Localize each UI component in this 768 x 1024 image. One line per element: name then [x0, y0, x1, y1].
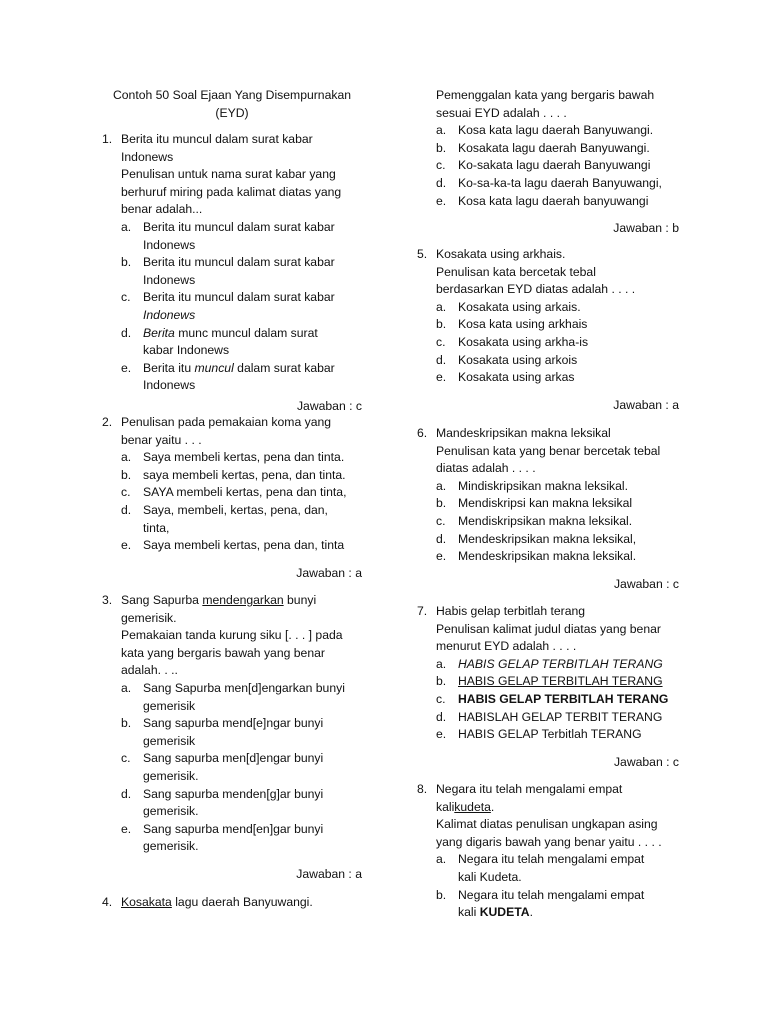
option-letter: b.: [436, 674, 447, 689]
stem-line: Negara itu telah mengalami empat: [436, 782, 623, 796]
question-2: [102, 414, 372, 582]
option-text: kali Kudeta.: [458, 869, 522, 884]
option-text: .: [529, 905, 533, 920]
instruction-line: berhuruf miring pada kalimat diatas yang: [121, 184, 342, 199]
option-text: dalam surat kabar: [233, 360, 335, 375]
stem-line: benar yaitu . . .: [121, 432, 202, 447]
question-number: 4.: [102, 895, 113, 909]
option-text: Sang Sapurba men[d]engarkan bunyi: [143, 680, 345, 695]
option-d: [102, 325, 372, 360]
option-letter: c.: [121, 485, 131, 500]
option-letter: a.: [436, 123, 447, 138]
option-b: [102, 467, 372, 485]
option-letter: e.: [436, 549, 447, 564]
option-e: [102, 821, 372, 856]
stem-text: .: [490, 799, 495, 814]
option-text: Mendiskripsi kan makna leksikal: [458, 496, 633, 511]
question-stem: [417, 603, 679, 656]
question-number: 6.: [417, 426, 428, 440]
option-letter: e.: [121, 360, 132, 375]
question-1: [102, 131, 372, 416]
answer-key: Jawaban : b: [613, 221, 679, 236]
option-d: [417, 352, 679, 370]
option-letter: b.: [436, 887, 447, 902]
option-letter: d.: [436, 709, 447, 724]
option-b: [417, 495, 679, 513]
option-letter: a.: [436, 299, 447, 314]
underlined-word: Kosakata: [121, 895, 172, 909]
option-d: [417, 709, 679, 727]
instruction-line: Penulisan kata yang benar bercetak tebal: [436, 443, 661, 458]
option-e: [417, 548, 679, 566]
option-text: tinta,: [143, 520, 170, 535]
option-text: gemerisik: [143, 698, 196, 713]
option-a: [417, 851, 679, 886]
instruction-line: Penulisan kata bercetak tebal: [436, 264, 596, 279]
option-text: Indonews: [143, 237, 196, 252]
option-c: [417, 157, 679, 175]
option-e: [102, 537, 372, 555]
option-c: [102, 289, 372, 324]
option-c: [102, 484, 372, 502]
option-text: kali: [458, 905, 480, 920]
option-text: kabar Indonews: [143, 343, 230, 358]
option-text: Berita itu: [143, 360, 195, 375]
option-b: [417, 887, 679, 922]
option-text: Indonews: [143, 378, 196, 393]
instruction-line: yang digaris bawah yang benar yaitu . . . .: [436, 834, 662, 849]
option-c: [417, 334, 679, 352]
option-text: Kosakata using arkas: [458, 370, 575, 385]
option-b: [417, 316, 679, 334]
option-b: [102, 254, 372, 289]
question-number: 8.: [417, 782, 428, 796]
instruction-line: menurut EYD adalah . . . .: [436, 639, 577, 654]
instruction-line: sesuai EYD adalah . . . .: [436, 105, 567, 120]
option-letter: c.: [436, 158, 446, 173]
answer-key: Jawaban : a: [613, 397, 679, 412]
option-e: [417, 726, 679, 744]
option-letter: b.: [436, 140, 447, 155]
option-text: Sang sapurba mend[e]ngar bunyi: [143, 716, 324, 731]
option-letter: b.: [121, 255, 132, 270]
option-text: Sang sapurba menden[g]ar bunyi: [143, 786, 324, 801]
option-text-bold: KUDETA: [479, 905, 530, 920]
stem-line: gemerisik.: [121, 610, 177, 625]
stem-line: Mandeskripsikan makna leksikal: [436, 426, 611, 440]
option-letter: d.: [121, 786, 132, 801]
question-stem: [102, 414, 372, 449]
option-text: Ko-sa-ka-ta lagu daerah Banyuwangi,: [458, 175, 662, 190]
option-text: Kosakata using arkais.: [458, 299, 581, 314]
option-d: [102, 786, 372, 821]
option-letter: a.: [121, 219, 132, 234]
option-a: [102, 680, 372, 715]
option-text-underlined: HABIS GELAP TERBITLAH TERANG: [458, 674, 663, 689]
stem-line: Indonews: [121, 149, 174, 164]
option-text-italic: Berita: [143, 325, 175, 340]
option-letter: a.: [121, 450, 132, 465]
option-text: Berita itu muncul dalam surat kabar: [143, 290, 335, 305]
option-text: Kosakata using arkha-is: [458, 334, 589, 349]
document-title: [102, 87, 362, 122]
option-text: gemerisik: [143, 733, 196, 748]
option-text-italic: Indonews: [143, 307, 196, 322]
stem-line: Kosakata using arkhais.: [436, 247, 566, 261]
question-number: 2.: [102, 415, 113, 429]
option-letter: e.: [436, 727, 447, 742]
option-letter: b.: [121, 467, 132, 482]
question-number: 3.: [102, 593, 113, 607]
option-text: Negara itu telah mengalami empat: [458, 852, 645, 867]
option-text-italic: HABIS GELAP TERBITLAH TERANG: [458, 656, 663, 671]
option-text: HABIS GELAP: [458, 727, 542, 742]
option-letter: c.: [436, 334, 446, 349]
option-text: Mendiskripsikan makna leksikal.: [458, 513, 633, 528]
option-c: [102, 750, 372, 785]
stem-line: Habis gelap terbitlah terang: [436, 604, 586, 618]
option-letter: d.: [436, 531, 447, 546]
underlined-word: mendengarkan: [202, 593, 284, 607]
option-letter: c.: [121, 751, 131, 766]
option-e: [417, 369, 679, 387]
option-text-bold: HABIS GELAP TERBITLAH TERANG: [458, 691, 669, 706]
option-letter: d.: [121, 502, 132, 517]
question-7: [417, 603, 679, 771]
option-a: [417, 122, 679, 140]
option-letter: d.: [121, 325, 132, 340]
question-stem: [102, 131, 372, 219]
option-text: munc muncul dalam surat: [174, 325, 318, 340]
option-text-italic: muncul: [194, 360, 234, 375]
option-letter: c.: [436, 691, 446, 706]
option-b: [417, 673, 679, 691]
question-4-body: [417, 87, 679, 238]
question-stem: [102, 592, 372, 680]
option-a: [417, 656, 679, 674]
instruction-line: benar adalah...: [121, 202, 203, 217]
option-text: Indonews: [143, 272, 196, 287]
question-number: 7.: [417, 604, 428, 618]
option-b: [417, 140, 679, 158]
option-text: Sang sapurba men[d]engar bunyi: [143, 751, 324, 766]
question-number: 5.: [417, 247, 428, 261]
option-text: TERANG: [587, 727, 642, 742]
stem-line: Berita itu muncul dalam surat kabar: [121, 132, 313, 146]
option-text: Negara itu telah mengalami empat: [458, 887, 645, 902]
question-stem: [417, 246, 679, 299]
option-letter: c.: [121, 290, 131, 305]
option-d: [102, 502, 372, 537]
option-a: [102, 219, 372, 254]
option-a: [417, 478, 679, 496]
option-text: gemerisik.: [143, 839, 199, 854]
option-letter: e.: [121, 821, 132, 836]
option-letter: a.: [436, 656, 447, 671]
answer-key: Jawaban : a: [296, 565, 362, 580]
option-text: Saya membeli kertas, pena dan, tinta: [143, 538, 345, 553]
stem-text: Sang Sapurba: [121, 593, 203, 607]
instruction-line: diatas adalah . . . .: [436, 461, 536, 476]
title-line-1: Contoh 50 Soal Ejaan Yang Disempurnakan: [112, 88, 352, 102]
option-letter: b.: [121, 716, 132, 731]
question-4-stem: [102, 894, 372, 912]
option-letter: b.: [436, 317, 447, 332]
question-stem: [102, 894, 372, 912]
question-8: [417, 781, 679, 922]
option-text: Kosakata using arkois: [458, 352, 578, 367]
option-c: [417, 513, 679, 531]
option-text: Kosakata lagu daerah Banyuwangi.: [458, 140, 650, 155]
instruction-line: adalah. . ..: [121, 663, 178, 678]
option-a: [102, 449, 372, 467]
underlined-word: kudeta: [454, 799, 491, 814]
option-text: Berita itu muncul dalam surat kabar: [143, 255, 335, 270]
answer-key: Jawaban : c: [613, 754, 679, 769]
option-b: [102, 715, 372, 750]
option-letter: e.: [436, 370, 447, 385]
stem-text: lagu daerah Banyuwangi.: [171, 895, 313, 909]
option-text: SAYA membeli kertas, pena dan tinta,: [143, 485, 347, 500]
option-text: gemerisik.: [143, 768, 199, 783]
option-a: [417, 299, 679, 317]
instruction-line: Penulisan untuk nama surat kabar yang: [121, 167, 336, 182]
answer-key: Jawaban : c: [613, 576, 679, 591]
option-letter: a.: [436, 852, 447, 867]
option-text: Kosa kata lagu daerah banyuwangi: [458, 193, 649, 208]
option-letter: a.: [121, 680, 132, 695]
option-text: Kosa kata using arkhais: [458, 317, 588, 332]
instruction-line: berdasarkan EYD diatas adalah . . . .: [436, 282, 636, 297]
option-text: Kosa kata lagu daerah Banyuwangi.: [458, 123, 654, 138]
question-number: 1.: [102, 132, 113, 146]
question-stem: [417, 781, 679, 851]
instruction-line: Kalimat diatas penulisan ungkapan asing: [436, 817, 658, 832]
option-letter: c.: [436, 513, 446, 528]
option-text: Ko-sakata lagu daerah Banyuwangi: [458, 158, 651, 173]
option-text: Mindiskripsikan makna leksikal.: [458, 478, 629, 493]
answer-key: Jawaban : c: [296, 398, 362, 413]
option-text: HABISLAH GELAP TERBIT TERANG: [458, 709, 663, 724]
instruction-line: kata yang bergaris bawah yang benar: [121, 645, 325, 660]
stem-line: Penulisan pada pemakaian koma yang: [121, 415, 332, 429]
instruction-line: Penulisan kalimat judul diatas yang benar: [436, 621, 661, 636]
question-3: [102, 592, 372, 884]
option-text: gemerisik.: [143, 804, 199, 819]
option-letter: d.: [436, 352, 447, 367]
option-text: Berita itu muncul dalam surat kabar: [143, 219, 335, 234]
question-stem: [417, 425, 679, 478]
option-text: Saya, membeli, kertas, pena, dan,: [143, 502, 328, 517]
option-letter: e.: [121, 538, 132, 553]
question-5: [417, 246, 679, 414]
instruction-line: Pemenggalan kata yang bergaris bawah: [436, 88, 655, 102]
question-instruction: [417, 87, 679, 122]
title-line-2: (EYD): [215, 105, 249, 120]
option-c: [417, 691, 679, 709]
option-text: saya membeli kertas, pena, dan tinta.: [143, 467, 346, 482]
stem-text: kali: [436, 799, 455, 814]
option-text: Sang sapurba mend[en]gar bunyi: [143, 821, 324, 836]
option-letter: d.: [436, 175, 447, 190]
instruction-line: Pemakaian tanda kurung siku [. . . ] pada: [121, 628, 343, 643]
option-d: [417, 175, 679, 193]
option-letter: a.: [436, 478, 447, 493]
option-letter: b.: [436, 496, 447, 511]
option-text: Mendeskripsikan makna leksikal,: [458, 531, 637, 546]
option-text: Mendeskripsikan makna leksikal.: [458, 549, 637, 564]
question-6: [417, 425, 679, 593]
answer-key: Jawaban : a: [296, 866, 362, 881]
option-letter: e.: [436, 193, 447, 208]
option-text: Terbitlah: [541, 727, 588, 742]
stem-text: bunyi: [283, 593, 317, 607]
option-d: [417, 531, 679, 549]
option-text: Saya membeli kertas, pena dan tinta.: [143, 450, 345, 465]
option-e: [102, 360, 372, 395]
option-e: [417, 193, 679, 211]
